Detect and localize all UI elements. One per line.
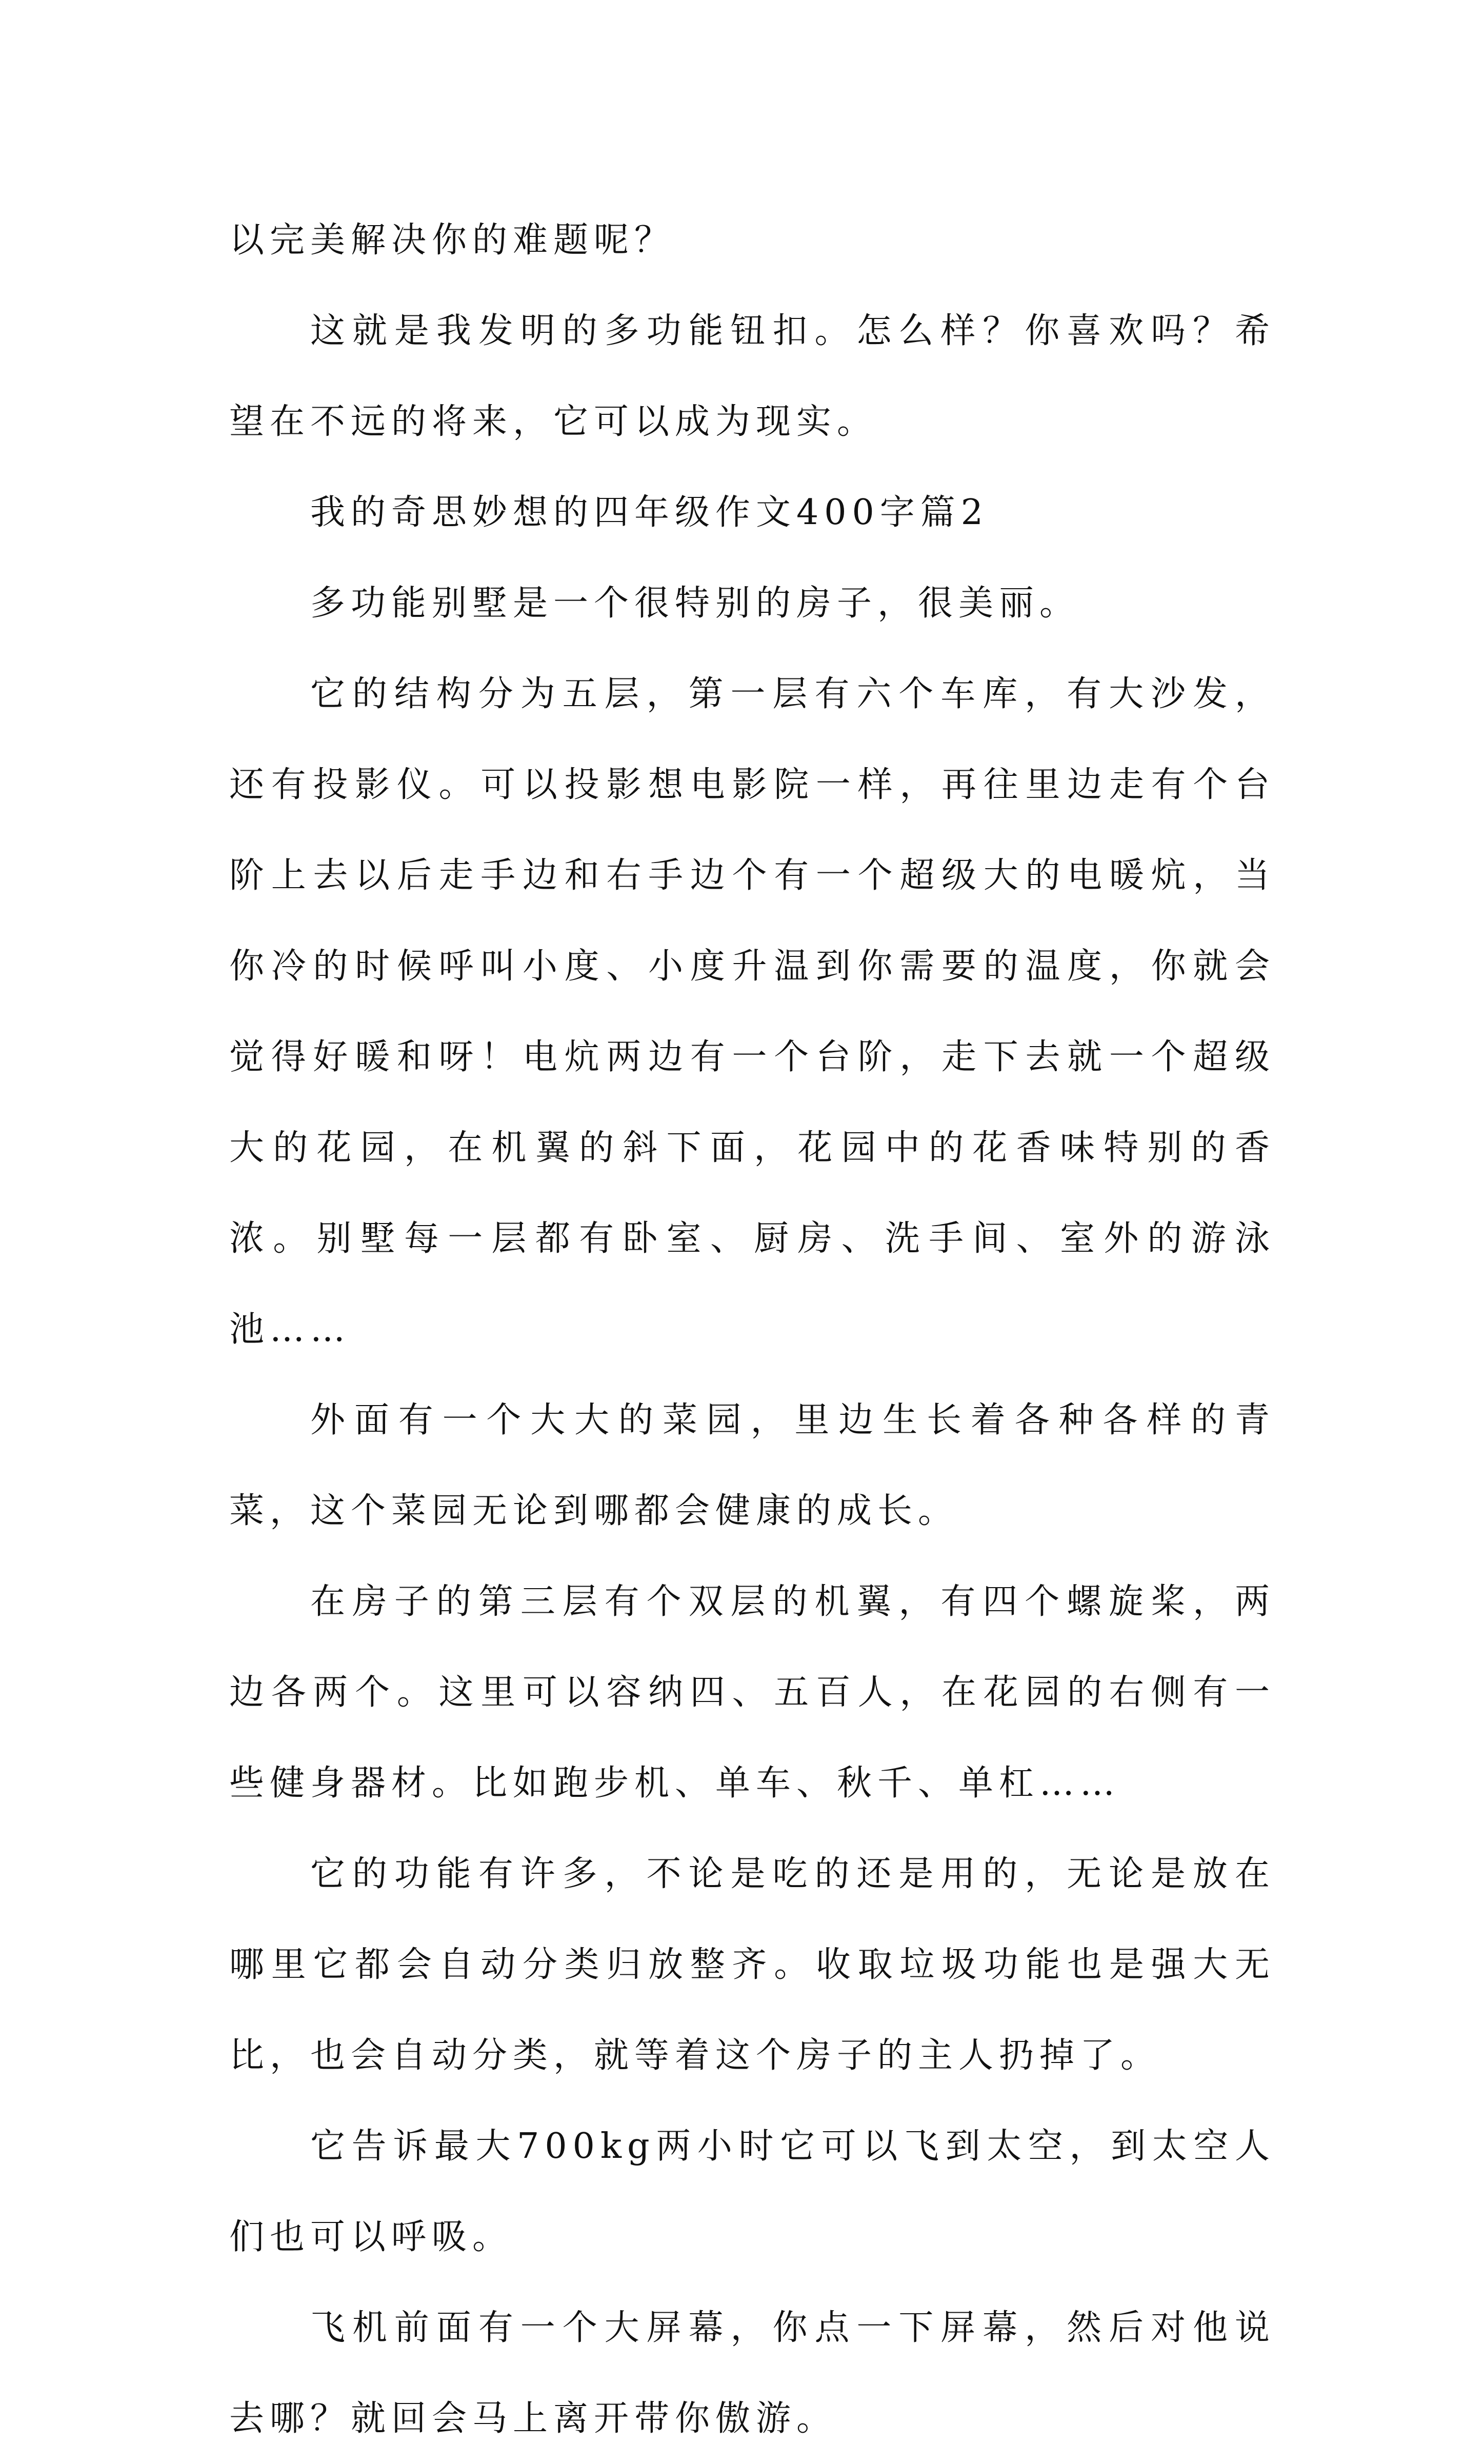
paragraph-9: 飞机前面有一个大屏幕，你点一下屏幕，然后对他说去哪？就回会马上离开带你傲游。: [229, 2308, 1275, 2439]
paragraph-1: 以完美解决你的难题呢？: [229, 220, 675, 261]
paragraph-2: 这就是我发明的多功能钮扣。怎么样？你喜欢吗？希望在不远的将来，它可以成为现实。: [229, 311, 1275, 442]
paragraph-4: 它的结构分为五层，第一层有六个车库，有大沙发，还有投影仪。可以投影想电影院一样，再往里边走有个台阶上去以后走手边和右手边个有一个超级大的电暖炕，当你冷的时候呼叫小度、小度升温到你需要的温度，你就会觉得好暖和呀！电炕两边有一个台阶，走下去就一个超级大的花园，在机翼的斜下面，花园中的花香味特别的香浓。别墅每一层都有卧室、厨房、洗手间、室外的游泳池……: [229, 674, 1275, 1350]
document-body: [229, 195, 1275, 2464]
paragraph-3: 多功能别墅是一个很特别的房子，很美丽。: [310, 583, 1080, 624]
paragraph-5: 外面有一个大大的菜园，里边生长着各种各样的青菜，这个菜园无论到哪都会健康的成长。: [229, 1400, 1275, 1531]
section-heading: 我的奇思妙想的四年级作文400字篇2: [310, 492, 989, 533]
paragraph-8: 它告诉最大700kg两小时它可以飞到太空，到太空人们也可以呼吸。: [229, 2126, 1275, 2257]
paragraph-6: 在房子的第三层有个双层的机翼，有四个螺旋桨，两边各两个。这里可以容纳四、五百人，在花园的右侧有一些健身器材。比如跑步机、单车、秋千、单杠……: [229, 1581, 1275, 1804]
paragraph-7: 它的功能有许多，不论是吃的还是用的，无论是放在哪里它都会自动分类归放整齐。收取垃圾功能也是强大无比，也会自动分类，就等着这个房子的主人扔掉了。: [229, 1854, 1275, 2076]
